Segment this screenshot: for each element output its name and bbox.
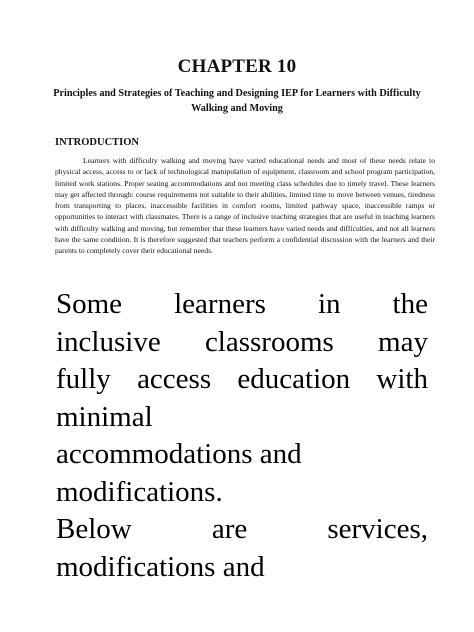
large-text-word: are bbox=[211, 513, 248, 545]
large-text-word: learners bbox=[174, 288, 266, 320]
large-text-word: education bbox=[237, 363, 351, 395]
large-text-word: access bbox=[137, 363, 212, 395]
section-heading-introduction: INTRODUCTION bbox=[55, 137, 140, 148]
large-text-word: Some bbox=[56, 288, 123, 320]
large-text-word: modifications bbox=[56, 550, 216, 583]
large-text-block bbox=[56, 286, 428, 586]
large-text-word: the bbox=[392, 288, 428, 320]
large-text-word: may bbox=[378, 325, 428, 358]
chapter-title: CHAPTER 10 bbox=[177, 56, 297, 77]
chapter-subtitle: Principles and Strategies of Teaching and Designing IEP for Learners with Difficulty Walking and Moving bbox=[53, 88, 421, 114]
large-text-word: classrooms bbox=[204, 325, 334, 358]
large-text-line bbox=[56, 324, 428, 362]
introduction-paragraph: Learners with difficulty walking and moving have varied educational needs and most of these needs relate to physical access, access to or lack of technological manipulation of equipment, classroom and school program participation, limited work stations. Proper seating accommodations and not meeting class schedules due to timely travel. These learners may get affected through: course requirements not suitable to their abilities, limited time to move between venues, tiredness from transporting to places, inaccessible facilities in comfort rooms, limited pathway space, inaccessible ramps or opportunities to interact with classmates. There is a range of inclusive teaching strategies that are useful in teaching learners with difficulty walking and moving, but remember that these learners have varied needs and difficulties, and not all learners have the same condition. It is therefore suggested that teachers perform a confidential discussion with the learners and their parents to completely cover their educational needs. bbox=[55, 156, 435, 256]
large-text-word: fully bbox=[56, 363, 111, 395]
large-text-line bbox=[56, 474, 428, 512]
large-text-word: services, bbox=[327, 513, 428, 545]
large-text-line bbox=[56, 286, 428, 324]
large-text-word: inclusive bbox=[56, 325, 161, 358]
large-text-word: minimal bbox=[56, 400, 153, 433]
large-text-line bbox=[56, 361, 428, 399]
large-text-line bbox=[56, 399, 428, 437]
large-text-word: with bbox=[376, 363, 428, 395]
large-text-line bbox=[56, 436, 428, 474]
large-text-line bbox=[56, 511, 428, 549]
large-text-word: modifications. bbox=[56, 475, 223, 508]
large-text-word: and bbox=[222, 550, 265, 583]
large-text-word: accommodations and bbox=[56, 438, 302, 470]
large-text-word: Below bbox=[56, 513, 132, 545]
large-text-line bbox=[56, 549, 428, 587]
large-text-word: in bbox=[317, 288, 341, 320]
